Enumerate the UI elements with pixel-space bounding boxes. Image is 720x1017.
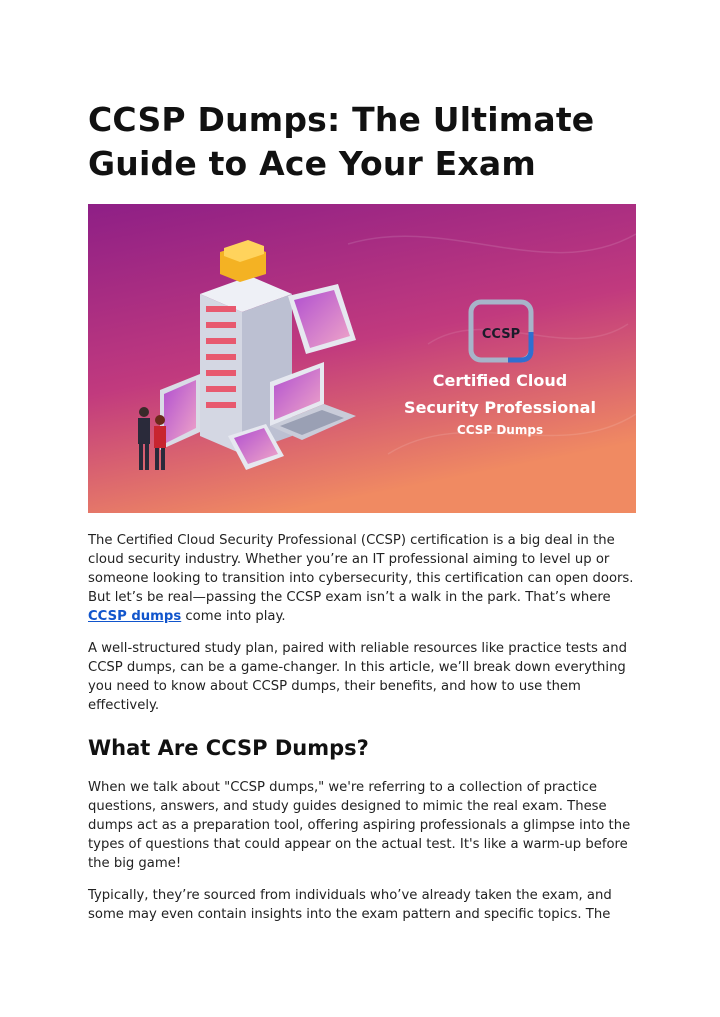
intro-paragraph	[88, 531, 636, 626]
hero-subtitle: CCSP Dumps	[456, 423, 544, 437]
study-plan-paragraph: A well-structured study plan, paired with reliable resources like practice tests and CCSP dumps, can be a game-changer. In this article, we’ll break down everything you need to know about CCSP dumps, their benefits, and how to use them effectively.	[88, 641, 627, 713]
section-heading: What Are CCSP Dumps?	[88, 736, 369, 760]
sourcing-paragraph: Typically, they’re sourced from individuals who’ve already taken the exam, and some may even contain insights into the exam pattern and specific topics. The	[88, 888, 612, 922]
hero-title-line1: Certified Cloud	[432, 371, 568, 390]
ccsp-dumps-link[interactable]: CCSP dumps	[88, 609, 182, 624]
hero-title-line2: Security Professional	[404, 398, 596, 417]
intro-text-after-link: come into play.	[181, 609, 286, 624]
definition-paragraph: When we talk about "CCSP dumps," we're referring to a collection of practice questions, answers, and study guides designed to mimic the real exam. These dumps act as a preparation tool, offering aspiring professionals a glimpse into the types of questions that could appear on the actual test. It's like a warm-up before the big game!	[88, 780, 631, 871]
hero-image	[88, 204, 636, 513]
hero-badge-text: CCSP	[481, 327, 521, 342]
intro-text-before-link: The Certified Cloud Security Professional (CCSP) certification is a big deal in the cloud security industry. Whether you’re an IT professional aiming to level up or someone looking to transition into cybersecurity, this certification can open doors. But let’s be real—passing the CCSP exam isn’t a walk in the park. That’s where	[88, 533, 634, 605]
article-title: CCSP Dumps: The Ultimate Guide to Ace Your Exam	[88, 100, 595, 183]
